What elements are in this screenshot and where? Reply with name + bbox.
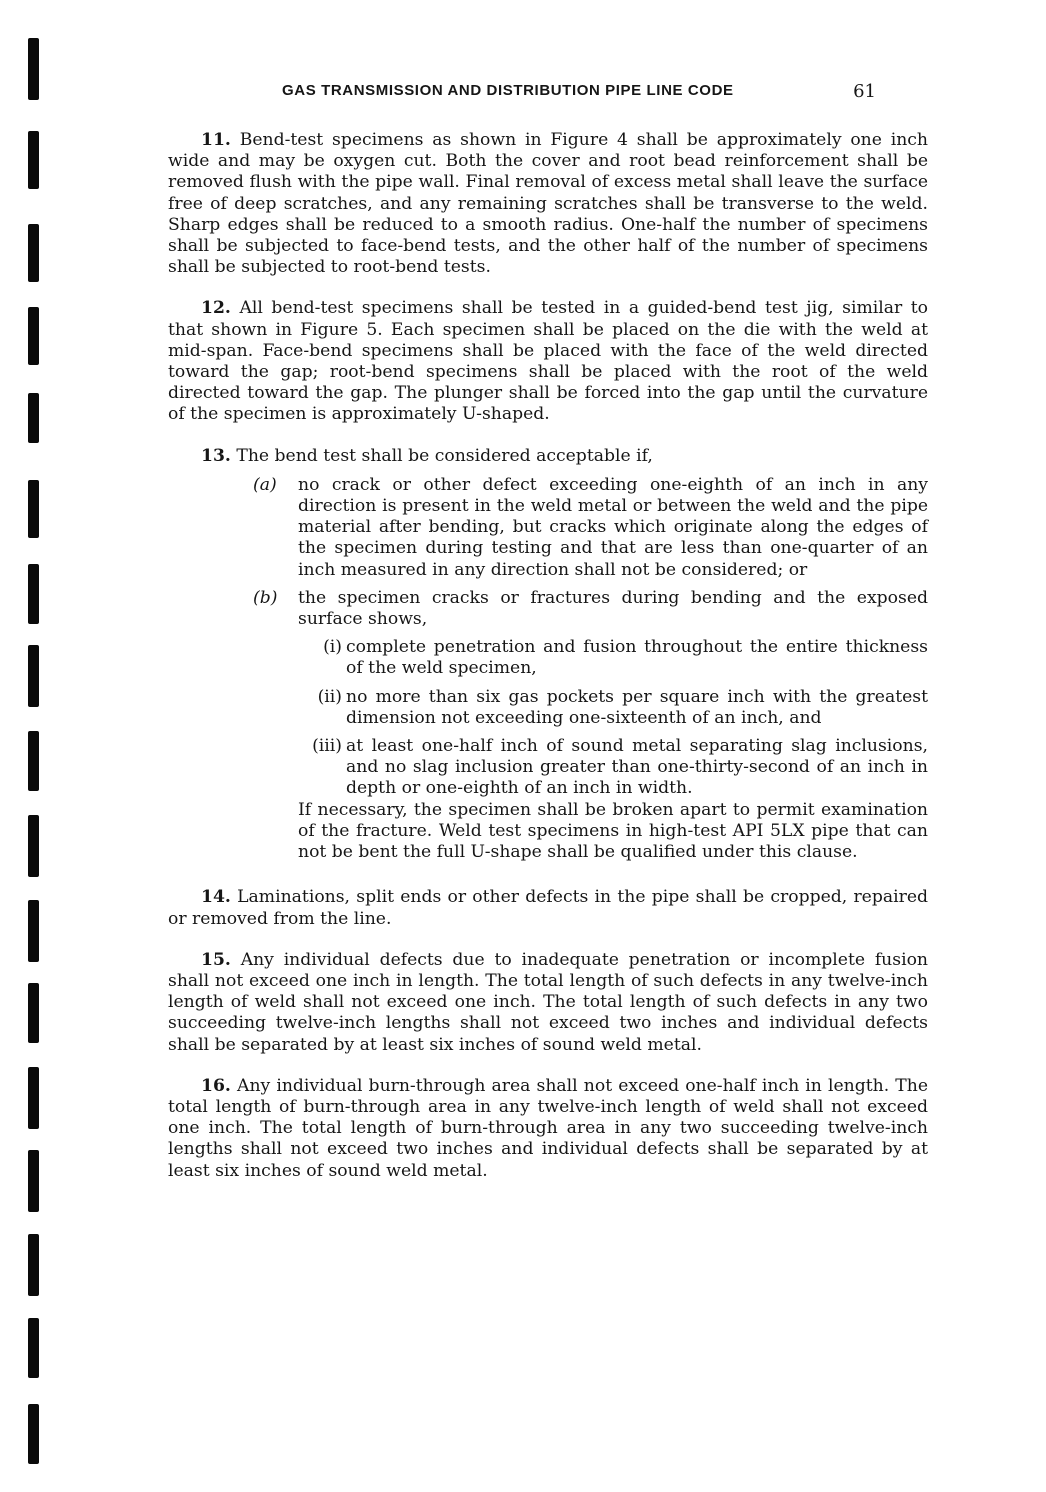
paragraph-number: 12. [201, 298, 231, 319]
item-label: (a) [253, 474, 277, 495]
binding-marks [28, 0, 42, 1492]
paragraph-number: 16. [201, 1075, 231, 1096]
binding-mark [28, 983, 39, 1043]
paragraph-text: Any individual burn-through area shall not exceed one-half inch in length. The total length of burn-through area in any twelve-inch length of weld shall not exceed one inch. The total length of burn-through area in any two succeeding twelve-inch lengths shall not exceed two inches and individual defects shall be separated by at least six inches of sound weld metal. [168, 1075, 928, 1181]
paragraph-12 [168, 298, 928, 425]
paragraph-text: All bend-test specimens shall be tested in a guided-bend test jig, similar to that shown in Figure 5. Each specimen shall be placed on the die with the weld at mid-span. Face-bend specimens shall be placed with the face of the weld directed toward the gap; root-bend specimens shall be placed with the root of the weld directed toward the gap. The plunger shall be forced into the gap until the curvature of the specimen is approximately U-shaped. [168, 298, 928, 425]
subcondition-iii [168, 736, 928, 800]
subitem-text: complete penetration and fusion throughout the entire thickness of the weld specimen, [346, 637, 928, 679]
page-number: 61 [853, 81, 876, 102]
paragraph-16 [168, 1076, 928, 1182]
running-header [282, 82, 876, 106]
binding-mark [28, 480, 39, 538]
paragraph-15 [168, 950, 928, 1056]
binding-mark [28, 393, 39, 443]
binding-mark [28, 564, 39, 624]
header-title: GAS TRANSMISSION AND DISTRIBUTION PIPE LINE CODE [282, 82, 734, 99]
binding-mark [28, 645, 39, 707]
paragraph-13-closing: If necessary, the specimen shall be broken apart to permit examination of the fracture. Weld test specimens in high-test API 5LX pipe that can not be bent the full U-shape shall be qualified under this clause. [298, 799, 928, 863]
binding-mark [28, 1067, 39, 1129]
subitem-label: (ii) [317, 686, 342, 707]
item-text: no crack or other defect exceeding one-eighth of an inch in any direction is present in the weld metal or between the weld and the pipe material after bending, but cracks which originate along the edges of the specimen during testing and that are less than one-quarter of an inch measured in any direction shall not be considered; or [298, 474, 928, 580]
subitem-label: (iii) [312, 736, 342, 757]
subitem-text: no more than six gas pockets per square inch with the greatest dimension not exceeding one-sixteenth of an inch, and [346, 686, 928, 728]
item-label: (b) [253, 587, 278, 608]
paragraph-text: Laminations, split ends or other defects in the pipe shall be cropped, repaired or removed from the line. [168, 887, 928, 929]
binding-mark [28, 224, 39, 282]
paragraph-text: Bend-test specimens as shown in Figure 4 shall be approximately one inch wide and may be oxygen cut. Both the cover and root bead reinforcement shall be removed flush with the pipe wall. Final removal of excess metal shall leave the surface free of deep scratches, and any remaining scratches shall be transverse to the weld. Sharp edges shall be reduced to a smooth radius. One-half the number of specimens shall be subjected to face-bend tests, and the other half of the number of specimens shall be subjected to root-bend tests. [168, 130, 928, 278]
binding-mark [28, 1404, 39, 1464]
paragraph-text: The bend test shall be considered acceptable if, [236, 445, 653, 466]
paragraph-13-lead [168, 446, 928, 467]
item-text: the specimen cracks or fractures during bending and the exposed surface shows, [298, 587, 928, 630]
condition-a [168, 475, 928, 581]
binding-mark [28, 1318, 39, 1378]
binding-mark [28, 731, 39, 791]
subcondition-i [168, 637, 928, 679]
subitem-text: at least one-half inch of sound metal separating slag inclusions, and no slag inclusion greater than one-thirty-second of an inch in depth or one-eighth of an inch in width. [346, 736, 928, 799]
paragraph-text: Any individual defects due to inadequate penetration or incomplete fusion shall not exceed one inch in length. The total length of such defects in any twelve-inch length of weld shall not exceed one inch. The total length of such defects in any two succeeding twelve-inch lengths shall not exceed two inches and individual defects shall be separated by at least six inches of sound weld metal. [168, 949, 928, 1055]
binding-mark [28, 131, 39, 189]
paragraph-number: 13. [201, 445, 231, 466]
condition-b [168, 588, 928, 630]
paragraph-number: 14. [201, 887, 231, 908]
binding-mark [28, 815, 39, 877]
paragraph-number: 15. [201, 949, 231, 970]
body-text [168, 130, 928, 1202]
subcondition-ii [168, 687, 928, 729]
paragraph-14 [168, 887, 928, 929]
binding-mark [28, 1150, 39, 1212]
paragraph-11 [168, 130, 928, 278]
subitem-label: (i) [323, 637, 342, 658]
paragraph-number: 11. [201, 130, 231, 150]
binding-mark [28, 38, 39, 100]
binding-mark [28, 1234, 39, 1296]
binding-mark [28, 900, 39, 962]
binding-mark [28, 307, 39, 365]
